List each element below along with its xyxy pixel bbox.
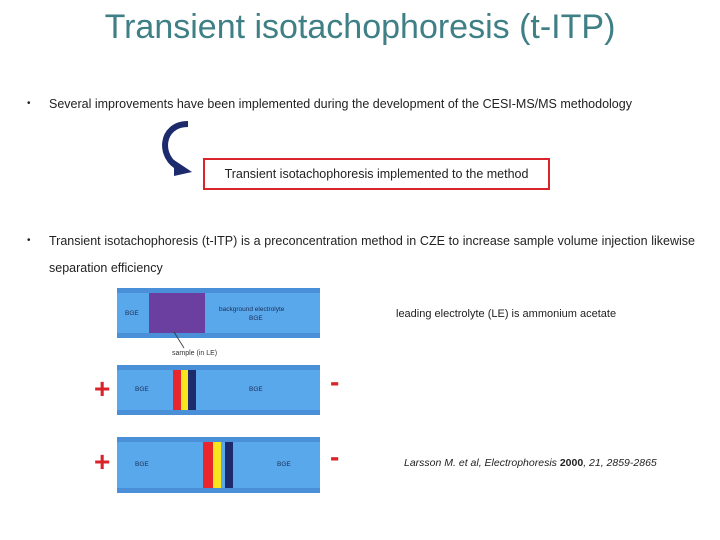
minus-sign: - — [330, 441, 340, 472]
reference-year: 2000 — [559, 457, 584, 469]
red-band — [203, 442, 213, 488]
minus-sign: - — [330, 366, 340, 397]
curved-arrow-icon — [150, 118, 200, 178]
bullet-marker: • — [27, 98, 31, 109]
bge-plug-label: background electrolyte — [219, 306, 285, 313]
navy-band — [188, 370, 196, 410]
page-title: Transient isotachophoresis (t-ITP) — [104, 8, 616, 46]
bge-label-right: BGE — [249, 386, 263, 393]
capillary-initial — [117, 288, 320, 338]
sample-pointer-icon — [170, 330, 210, 350]
reference-details: , 21, 2859-2865 — [583, 457, 657, 469]
highlight-box: Transient isotachophoresis implemented to the method — [203, 158, 550, 190]
sample-plug — [149, 293, 205, 333]
capillary-stacking — [117, 365, 320, 415]
red-band — [173, 370, 181, 410]
bge-label-right: BGE — [277, 461, 291, 468]
yellow-band — [213, 442, 221, 488]
yellow-band — [181, 370, 188, 410]
le-note: leading electrolyte (LE) is ammonium acetate — [396, 308, 617, 320]
bge-label: BGE — [125, 310, 139, 317]
bge-plug-label-2: BGE — [249, 315, 263, 322]
capillary-separated — [117, 437, 320, 493]
bullet-text: Transient isotachophoresis (t-ITP) is a preconcentration method in CZE to increase sample volume injection likewise separation efficiency — [49, 234, 695, 275]
plus-sign: + — [94, 373, 111, 404]
plus-sign: + — [94, 446, 111, 477]
sample-label: sample (in LE) — [172, 350, 218, 357]
bullet-text: Several improvements have been implemented during the development of the CESI-MS/MS methodology — [49, 97, 632, 111]
bge-label: BGE — [135, 386, 149, 393]
bullet-marker: • — [27, 235, 31, 246]
reference — [404, 457, 657, 469]
bge-label: BGE — [135, 461, 149, 468]
navy-band — [225, 442, 233, 488]
reference-authors: Larsson M. et al, Electrophoresis — [404, 457, 560, 469]
